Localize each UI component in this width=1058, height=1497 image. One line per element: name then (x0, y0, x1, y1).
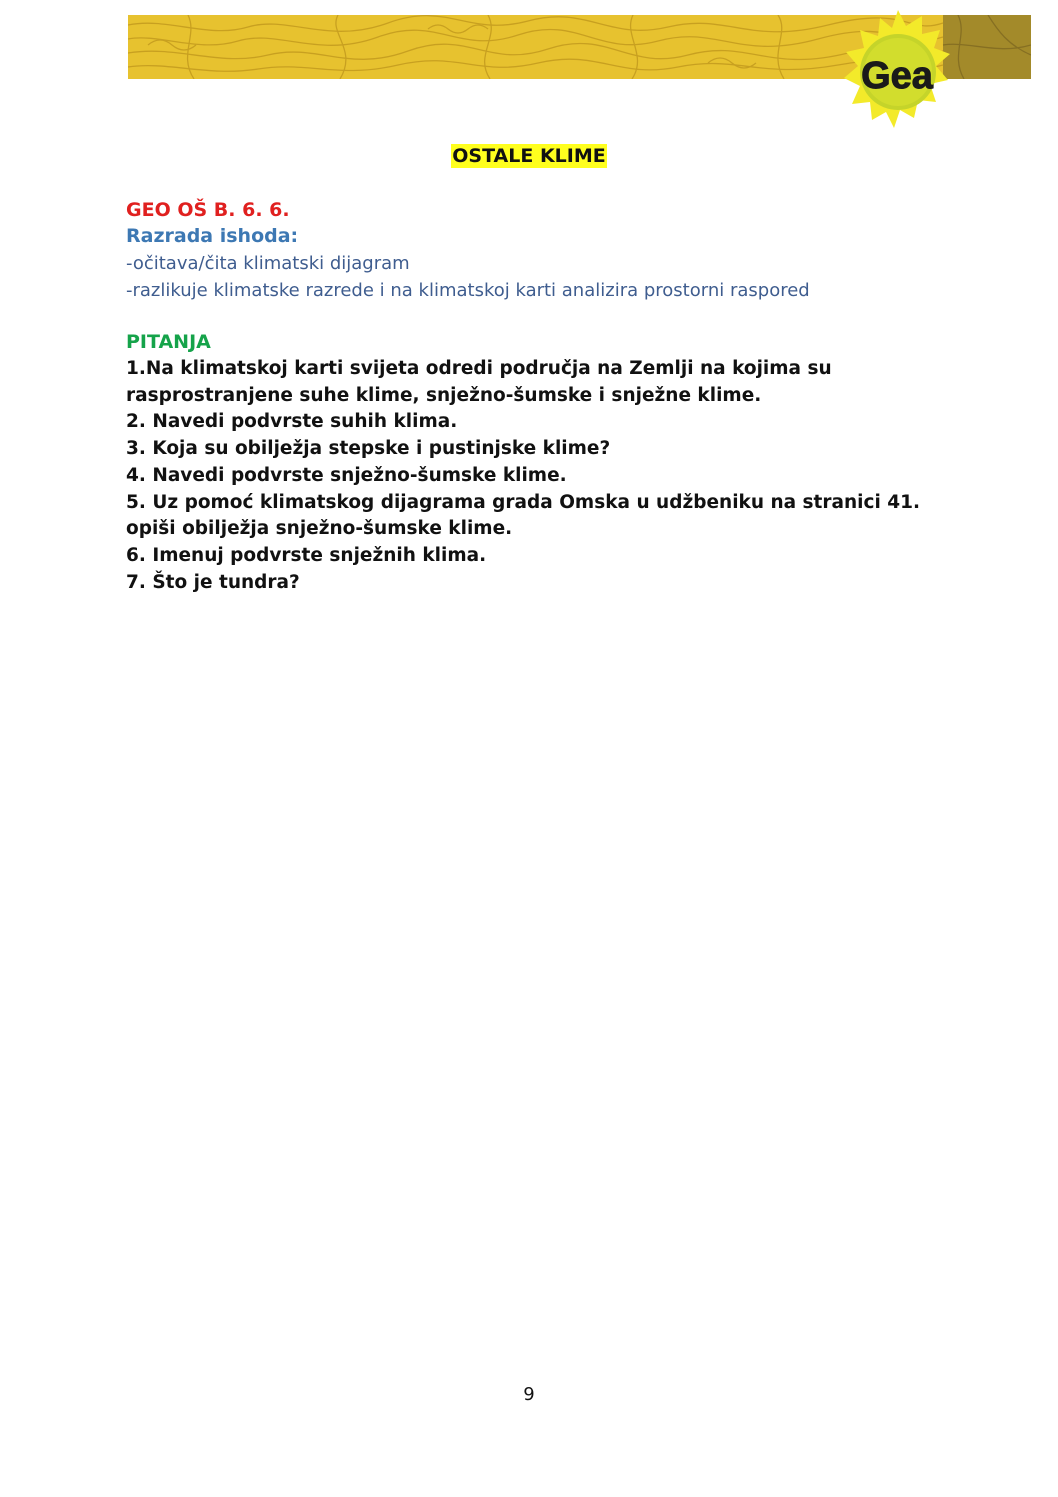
outcome-code: GEO OŠ B. 6. 6. (126, 199, 290, 221)
content (126, 197, 926, 596)
question-item: 5. Uz pomoć klimatskog dijagrama grada Omska u udžbeniku na stranici 41. opiši obilježja snježno-šumske klime. (126, 491, 921, 540)
questions-heading: PITANJA (126, 331, 211, 353)
question-item: 1.Na klimatskoj karti svijeta odredi područja na Zemlji na kojima su rasprostranjene suhe klime, snježno-šumske i snježne klime. (126, 358, 832, 406)
question-item: 6. Imenuj podvrste snježnih klima. (126, 544, 487, 566)
page-title: OSTALE KLIME (452, 145, 606, 167)
outcome-subtitle: Razrada ishoda: (126, 225, 299, 247)
outcome-item: -razlikuje klimatske razrede i na klimatskoj karti analizira prostorni raspored (126, 280, 810, 301)
logo-text: Gea (861, 55, 933, 97)
questions-list (126, 356, 926, 596)
question-item: 7. Što je tundra? (126, 571, 300, 593)
question-item: 3. Koja su obilježja stepske i pustinjske klime? (126, 438, 611, 460)
outcome-item: -očitava/čita klimatski dijagram (126, 253, 410, 274)
page-number: 9 (523, 1384, 535, 1405)
question-item: 4. Navedi podvrste snježno-šumske klime. (126, 464, 567, 486)
gea-logo (842, 8, 954, 136)
question-item: 2. Navedi podvrste suhih klima. (126, 411, 458, 433)
